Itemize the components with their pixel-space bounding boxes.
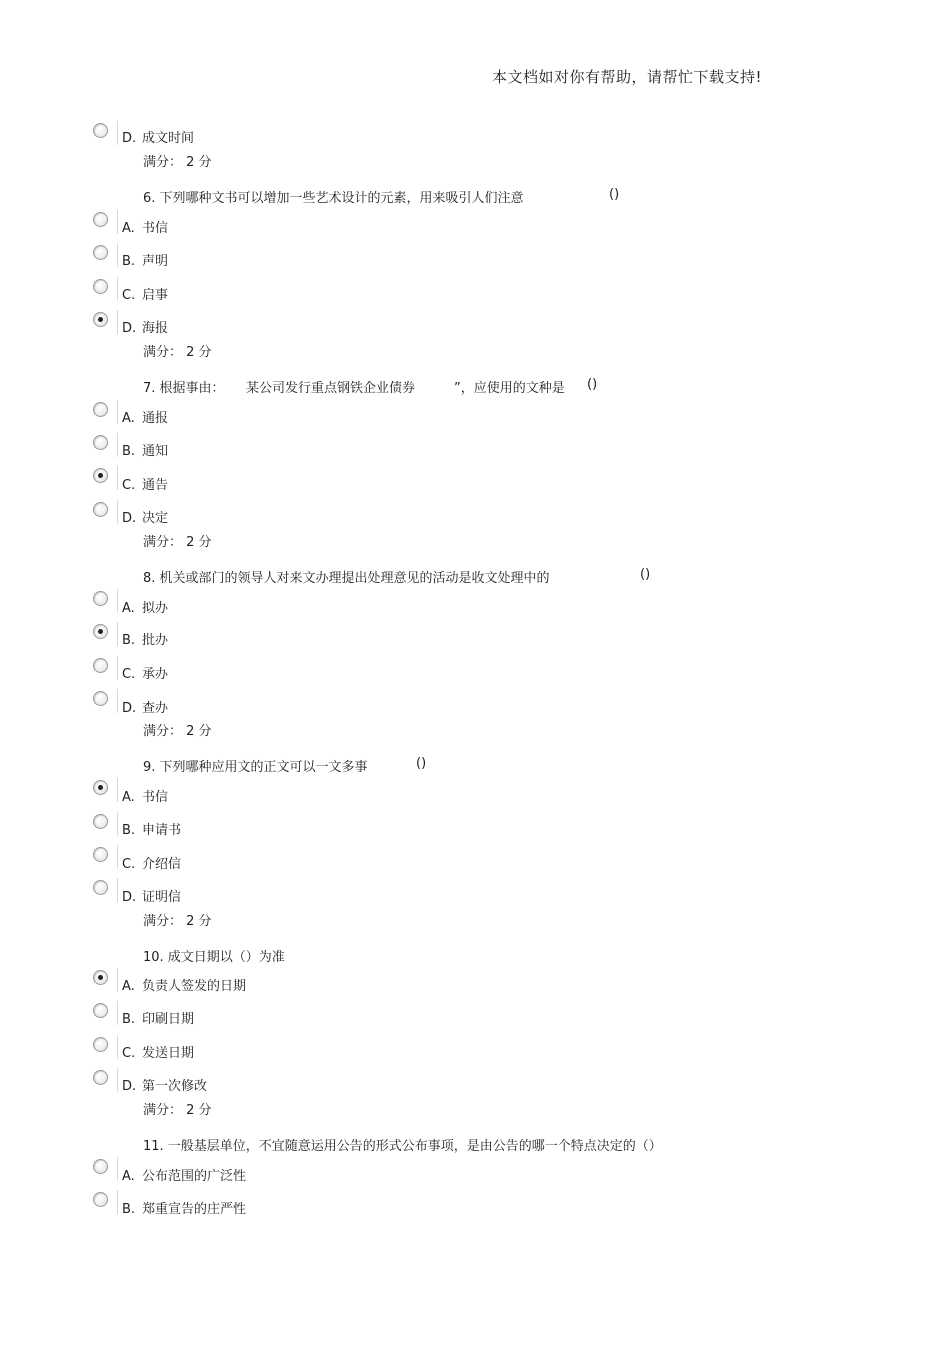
option-8b <box>122 629 168 648</box>
option-7c <box>122 474 168 493</box>
radio-icon <box>93 502 108 517</box>
radio-icon <box>93 691 108 706</box>
option-text: 查办 <box>142 701 169 716</box>
radio-option-10d[interactable] <box>91 1068 121 1090</box>
score-7: 满分： 2 分 <box>143 535 212 550</box>
question-9 <box>143 756 427 775</box>
question-text: 11. 一般基层单位，不宜随意运用公告的形式公布事项，是由公告的哪一个特点决定的（） <box>143 1139 662 1154</box>
radio-icon <box>93 1003 108 1018</box>
option-6d <box>122 317 168 336</box>
question-text: 6. 下列哪种文书可以增加一些艺术设计的元素，用来吸引人们注意 <box>143 191 524 206</box>
option-text: 海报 <box>142 321 169 336</box>
option-letter: D. <box>122 321 137 336</box>
option-letter: D. <box>122 511 137 526</box>
option-text: 通知 <box>142 444 169 459</box>
question-paren: () <box>609 187 620 202</box>
radio-icon <box>93 591 108 606</box>
radio-option-6d[interactable] <box>91 310 121 332</box>
question-quote: 某公司发行重点钢铁企业债券 <box>246 381 416 396</box>
radio-option-11a[interactable] <box>91 1157 121 1179</box>
question-text: 7. 根据事由： <box>143 381 225 396</box>
question-text: 9. 下列哪种应用文的正文可以一文多事 <box>143 760 368 775</box>
option-6b <box>122 250 168 269</box>
option-9d <box>122 886 181 905</box>
option-text: 申请书 <box>142 823 182 838</box>
option-11b <box>122 1198 246 1217</box>
radio-option-8a[interactable] <box>91 589 121 611</box>
option-letter: D. <box>122 131 137 146</box>
radio-option-11b[interactable] <box>91 1190 121 1212</box>
option-10d <box>122 1075 207 1094</box>
radio-option-6b[interactable] <box>91 243 121 265</box>
option-text: 介绍信 <box>142 857 182 872</box>
option-7d <box>122 507 168 526</box>
option-9a <box>122 786 168 805</box>
radio-icon <box>93 624 108 639</box>
option-text: 声明 <box>142 254 169 269</box>
page-header-note: 本文档如对你有帮助，请帮忙下载支持! <box>492 68 763 86</box>
radio-icon <box>93 970 108 985</box>
radio-option-6a[interactable] <box>91 210 121 232</box>
option-10c <box>122 1042 194 1061</box>
option-letter: C. <box>122 288 136 303</box>
radio-icon <box>93 279 108 294</box>
radio-option-6c[interactable] <box>91 277 121 299</box>
radio-option-5d[interactable] <box>91 121 121 143</box>
option-letter: B. <box>122 444 136 459</box>
score-10: 满分： 2 分 <box>143 1103 212 1118</box>
radio-icon <box>93 780 108 795</box>
option-text: 承办 <box>142 667 169 682</box>
option-letter: C. <box>122 857 136 872</box>
radio-option-10c[interactable] <box>91 1035 121 1057</box>
radio-icon <box>93 1070 108 1085</box>
option-text: 书信 <box>142 790 169 805</box>
question-7 <box>143 377 598 396</box>
radio-option-9d[interactable] <box>91 878 121 900</box>
radio-icon <box>93 123 108 138</box>
option-letter: B. <box>122 1202 136 1217</box>
radio-icon <box>93 468 108 483</box>
option-text: 批办 <box>142 633 169 648</box>
score-8: 满分： 2 分 <box>143 724 212 739</box>
option-text: 启事 <box>142 288 169 303</box>
radio-icon <box>93 880 108 895</box>
option-6c <box>122 284 168 303</box>
radio-icon <box>93 1159 108 1174</box>
option-letter: B. <box>122 633 136 648</box>
radio-icon <box>93 212 108 227</box>
radio-option-9b[interactable] <box>91 812 121 834</box>
option-letter: D. <box>122 890 137 905</box>
option-text: 通告 <box>142 478 169 493</box>
question-10 <box>143 946 285 965</box>
question-6 <box>143 187 620 206</box>
option-letter: D. <box>122 1079 137 1094</box>
question-paren: () <box>587 377 598 392</box>
radio-icon <box>93 312 108 327</box>
option-10a <box>122 975 246 994</box>
score-5: 满分： 2 分 <box>143 155 212 170</box>
option-text: 通报 <box>142 411 169 426</box>
option-9c <box>122 853 181 872</box>
option-letter: A. <box>122 979 135 994</box>
option-letter: A. <box>122 221 135 236</box>
option-letter: C. <box>122 667 136 682</box>
option-7a <box>122 407 168 426</box>
option-letter: A. <box>122 411 135 426</box>
radio-icon <box>93 1037 108 1052</box>
radio-icon <box>93 1192 108 1207</box>
radio-option-7b[interactable] <box>91 433 121 455</box>
radio-option-8c[interactable] <box>91 656 121 678</box>
option-text: 第一次修改 <box>142 1079 208 1094</box>
option-text: 郑重宣告的庄严性 <box>142 1202 247 1217</box>
option-letter: A. <box>122 790 135 805</box>
option-9b <box>122 819 181 838</box>
option-8a <box>122 597 168 616</box>
radio-icon <box>93 402 108 417</box>
radio-icon <box>93 814 108 829</box>
option-letter: A. <box>122 601 135 616</box>
option-10b <box>122 1008 194 1027</box>
radio-option-10a[interactable] <box>91 968 121 990</box>
radio-option-9c[interactable] <box>91 845 121 867</box>
radio-option-7a[interactable] <box>91 400 121 422</box>
option-7b <box>122 440 168 459</box>
option-letter: B. <box>122 1012 136 1027</box>
radio-option-9a[interactable] <box>91 778 121 800</box>
option-letter: C. <box>122 478 136 493</box>
radio-icon <box>93 658 108 673</box>
radio-option-10b[interactable] <box>91 1001 121 1023</box>
option-text: 书信 <box>142 221 169 236</box>
option-text: 成文时间 <box>142 131 195 146</box>
option-letter: C. <box>122 1046 136 1061</box>
question-text: 8. 机关或部门的领导人对来文办理提出处理意见的活动是收文处理中的 <box>143 571 550 586</box>
option-text: 拟办 <box>142 601 169 616</box>
radio-icon <box>93 847 108 862</box>
option-letter: D. <box>122 701 137 716</box>
question-paren: () <box>416 756 427 771</box>
score-6: 满分： 2 分 <box>143 345 212 360</box>
option-letter: B. <box>122 823 136 838</box>
option-6a <box>122 217 168 236</box>
option-text: 公布范围的广泛性 <box>142 1169 247 1184</box>
option-5d <box>122 127 194 146</box>
option-text: 决定 <box>142 511 169 526</box>
option-text: 印刷日期 <box>142 1012 195 1027</box>
option-letter: B. <box>122 254 136 269</box>
option-text: 发送日期 <box>142 1046 195 1061</box>
option-11a <box>122 1165 246 1184</box>
option-text: 负责人签发的日期 <box>142 979 247 994</box>
option-8d <box>122 697 168 716</box>
option-text: 证明信 <box>142 890 182 905</box>
option-letter: A. <box>122 1169 135 1184</box>
radio-option-8d[interactable] <box>91 689 121 711</box>
radio-icon <box>93 435 108 450</box>
radio-option-7d[interactable] <box>91 500 121 522</box>
radio-option-8b[interactable] <box>91 622 121 644</box>
question-paren: () <box>640 567 651 582</box>
score-9: 满分： 2 分 <box>143 914 212 929</box>
radio-option-7c[interactable] <box>91 466 121 488</box>
question-8 <box>143 567 651 586</box>
question-11 <box>143 1135 662 1154</box>
question-tail: ”，应使用的文种是 <box>454 381 565 396</box>
question-text: 10. 成文日期以（）为准 <box>143 950 285 965</box>
option-8c <box>122 663 168 682</box>
radio-icon <box>93 245 108 260</box>
